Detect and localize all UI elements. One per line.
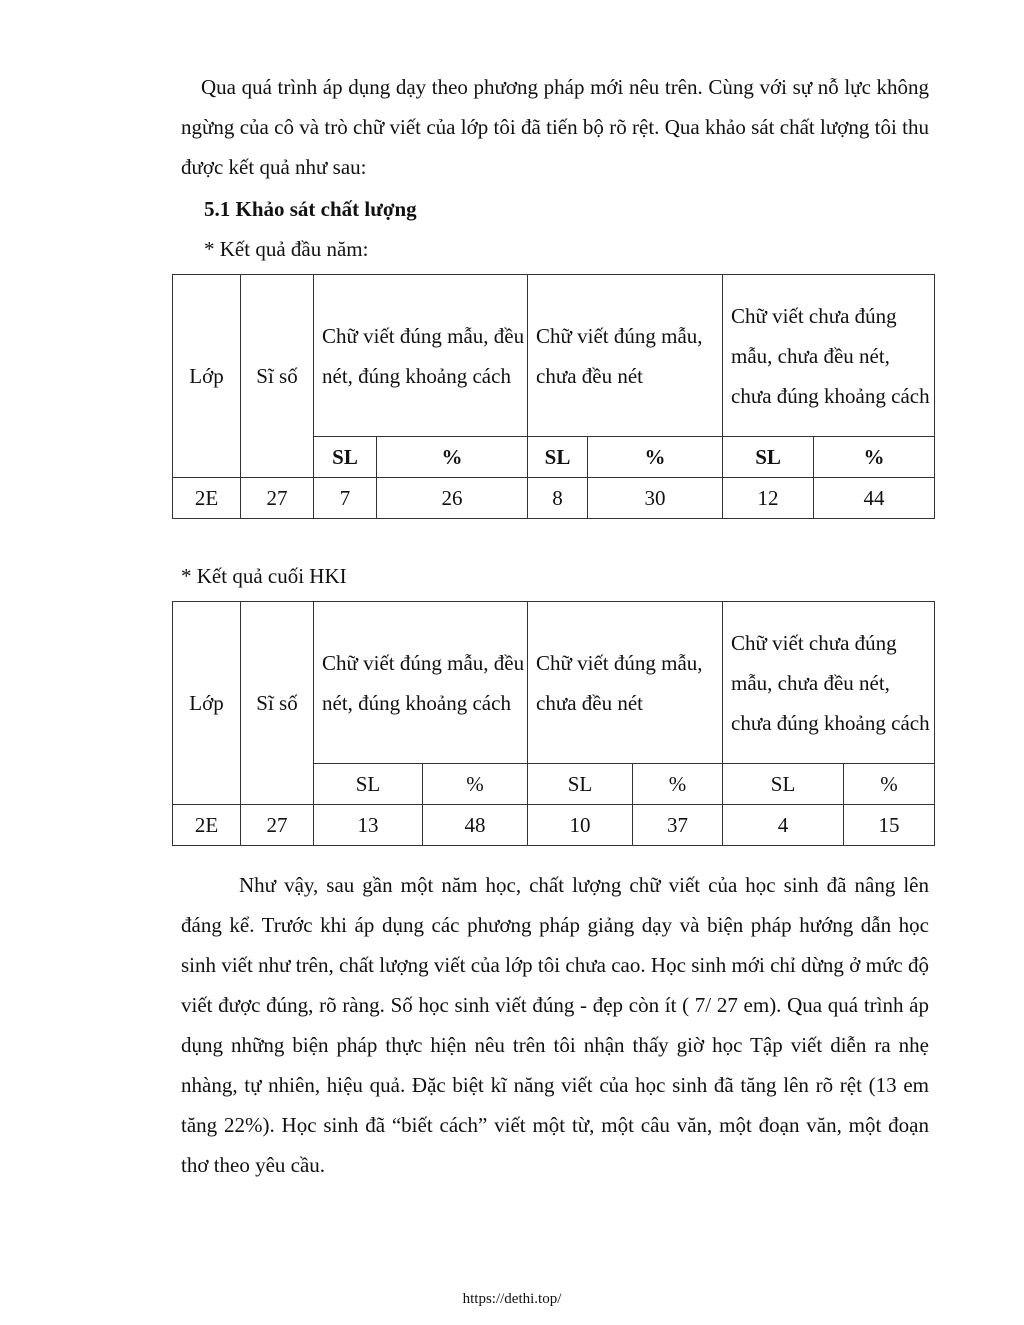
cell-siso: 27 [241, 478, 314, 519]
subheader-cell: SL [528, 437, 588, 478]
subheader-cell: % [588, 437, 723, 478]
cell-lop: 2E [173, 805, 241, 846]
subheader-cell: % [377, 437, 528, 478]
header-group-2: Chữ viết đúng mẫu, chưa đều nét [528, 275, 723, 437]
cell-value: 13 [314, 805, 423, 846]
header-group-1: Chữ viết đúng mẫu, đều nét, đúng khoảng cách [314, 275, 528, 437]
cell-value: 7 [314, 478, 377, 519]
table-row [173, 805, 935, 846]
subheader-cell: % [814, 437, 935, 478]
header-lop: Lớp [173, 602, 241, 805]
subheader-cell: % [844, 764, 935, 805]
header-siso: Sĩ số [241, 275, 314, 478]
cell-value: 15 [844, 805, 935, 846]
cell-value: 26 [377, 478, 528, 519]
cell-value: 30 [588, 478, 723, 519]
header-group-1: Chữ viết đúng mẫu, đều nét, đúng khoảng cách [314, 602, 528, 764]
cell-value: 4 [723, 805, 844, 846]
header-group-2: Chữ viết đúng mẫu, chưa đều nét [528, 602, 723, 764]
table-row [173, 478, 935, 519]
intro-paragraph: Qua quá trình áp dụng dạy theo phương pháp mới nêu trên. Cùng với sự nỗ lực không ngừng của cô và trò chữ viết của lớp tôi đã tiến bộ rõ rệt. Qua khảo sát chất lượng tôi thu được kết quả như sau: [181, 75, 929, 179]
cell-value: 48 [423, 805, 528, 846]
footer-url[interactable]: https://dethi.top/ [462, 1291, 562, 1307]
cell-value: 8 [528, 478, 588, 519]
cell-value: 44 [814, 478, 935, 519]
header-group-3: Chữ viết chưa đúng mẫu, chưa đều nét, chưa đúng khoảng cách [723, 602, 935, 764]
results-table-start-of-year [172, 274, 935, 519]
subheader-cell: % [633, 764, 723, 805]
subheader-cell: SL [723, 764, 844, 805]
header-group-3: Chữ viết chưa đúng mẫu, chưa đều nét, chưa đúng khoảng cách [723, 275, 935, 437]
cell-siso: 27 [241, 805, 314, 846]
conclusion-paragraph: Như vậy, sau gần một năm học, chất lượng chữ viết của học sinh đã nâng lên đáng kể. Trước khi áp dụng các phương pháp giảng dạy và biện pháp hướng dẫn học sinh viết như trên, chất lượng viết của lớp tôi chưa cao. Học sinh mới chỉ dừng ở mức độ viết được đúng, rõ ràng. Số học sinh viết đúng - đẹp còn ít ( 7/ 27 em). Qua quá trình áp dụng những biện pháp thực hiện nêu trên tôi nhận thấy giờ học Tập viết diễn ra nhẹ nhàng, tự nhiên, hiệu quả. Đặc biệt kĩ năng viết của học sinh đã tăng lên rõ rệt (13 em tăng 22%). Học sinh đã “biết cách” viết một từ, một câu văn, một đoạn văn, một đoạn thơ theo yêu cầu. [181, 873, 929, 1177]
header-lop: Lớp [173, 275, 241, 478]
cell-value: 10 [528, 805, 633, 846]
subheader-cell: SL [723, 437, 814, 478]
results-table-end-of-term [172, 601, 935, 846]
table-caption-start-of-year: * Kết quả đầu năm: [204, 237, 369, 261]
subheader-cell: SL [528, 764, 633, 805]
subheader-cell: % [423, 764, 528, 805]
subheader-cell: SL [314, 764, 423, 805]
header-siso: Sĩ số [241, 602, 314, 805]
section-heading: 5.1 Khảo sát chất lượng [204, 197, 417, 221]
cell-value: 37 [633, 805, 723, 846]
subheader-cell: SL [314, 437, 377, 478]
table-caption-end-of-term: * Kết quả cuối HKI [181, 564, 347, 588]
cell-lop: 2E [173, 478, 241, 519]
cell-value: 12 [723, 478, 814, 519]
